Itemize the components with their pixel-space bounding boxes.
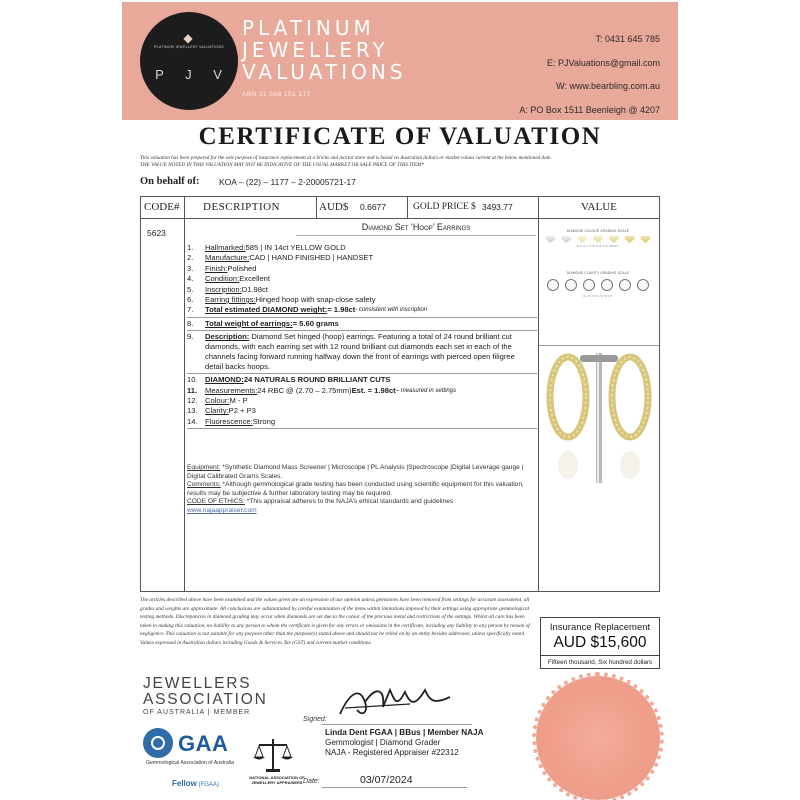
clarity-scale-title: DIAMOND CLARITY GRADING SCALE <box>566 271 630 275</box>
gem-row <box>545 236 651 243</box>
behalf-label: On behalf of: <box>140 176 200 187</box>
comments-note: Comments: *Although gemmological grade testing has been conducted using scientific equipment for this valuation, results may be subjective & further laboratory testing may be required. <box>187 481 524 497</box>
insurance-box <box>540 617 660 669</box>
header-value: VALUE <box>581 201 617 213</box>
disclaimer-text: The articles described above have been examined and the values given are an expression of our opinion unless gemstones have been removed from settings for accurate assessment, all grades and weights are approximate. All conclusions are substantiated by careful examination of the items within limitations imposed by their settings using appropriate gemmological testing methods. Discrepancies in diamond grading may occur when diamonds are set due to the colour of the precious metal and restrictions of the settings. Whilst all care has been taken in making this valuation, no liability to any person to whom the certificate is given for any errors or omissions in the certificate, including any liability to any person by reason of negligence. This valuation is not suitable for any purpose other than the purpose(s) stated above and should not be relied on by an entity besides addressee, unless specifically noted. Values expressed in Australian dollars including Goods & Services Tax (GST) and current market conditions. <box>140 597 530 646</box>
item-code: 5623 <box>147 228 166 238</box>
spec-row: 6. Earring fittings: Hinged hoop with snap-close safety <box>187 295 376 305</box>
header-gold-label: GOLD PRICE $ <box>413 202 476 212</box>
spec-row: 2. Manufacture: CAD | HAND FINISHED | HANDSET <box>187 253 374 263</box>
header-aud-label: AUD$ <box>319 201 349 213</box>
spec-row: 7. Total estimated DIAMOND weight: = 1.98ct - consistent with inscription <box>187 305 427 315</box>
spec-row: 13. Clarity: P2 + P3 <box>187 406 256 416</box>
clarity-diagram-icon <box>583 279 595 291</box>
logo-letters: P J V <box>155 67 231 82</box>
spec-row: 3. Finish: Polished <box>187 263 257 273</box>
gaa-logo-text: GAA <box>178 731 229 756</box>
spec-row: 5. Inscription: D1.98ct <box>187 284 268 294</box>
header-code: CODE# <box>144 201 180 213</box>
pjv-logo <box>140 12 238 110</box>
brand-name <box>242 17 462 83</box>
valuation-date: 03/07/2024 <box>360 774 413 786</box>
spec-list <box>187 243 537 430</box>
brand-line-2: JEWELLERY <box>242 38 389 62</box>
clarity-diagram-icon <box>601 279 613 291</box>
diamond-icon <box>561 236 572 243</box>
ethics-note: CODE OF ETHICS: *This appraisal adheres to the NAJA’s ethical standards and guidelines <box>187 498 454 506</box>
contact-website[interactable]: W: www.bearbling.com.au <box>556 81 660 91</box>
brand-line-3: VALUATIONS <box>242 60 407 84</box>
appraiser-details <box>325 728 495 758</box>
column-divider <box>316 197 317 218</box>
clarity-scale-labels: FL-IF VVS VS SI I/P <box>583 295 613 298</box>
signature-mark <box>335 682 455 722</box>
contact-details <box>519 28 660 122</box>
certificate-title: CERTIFICATE OF VALUATION <box>198 123 602 150</box>
behalf-reference: KOA – (22) – 1177 – 2-20005721-17 <box>219 177 356 187</box>
notes-block <box>187 464 537 516</box>
jewellers-association-logo <box>143 676 268 716</box>
contact-phone[interactable]: T: 0431 645 785 <box>595 34 660 44</box>
insurance-amount-words: Fifteen thousand, Six hundred dollars <box>541 655 659 666</box>
ja-line-3: OF AUSTRALIA | MEMBER <box>143 709 251 716</box>
table-header-row <box>141 197 659 219</box>
ja-line-2: ASSOCIATION <box>143 691 268 708</box>
diamond-icon <box>577 236 588 243</box>
appraiser-registration: NAJA - Registered Appraiser #22312 <box>325 748 459 757</box>
diamond-icon: ◆ <box>183 31 193 45</box>
colour-scale-title: DIAMOND COLOUR GRADING SCALE <box>566 229 630 233</box>
intro-line-1: This valuation has been prepared for the sole purpose of insurance replacement at a bricks and mortar store and is based on Australian dollars or market values current at the below mentioned date. <box>140 155 552 161</box>
brand-line-1: PLATINUM <box>242 16 375 40</box>
diamond-icon <box>608 236 619 243</box>
valuation-table <box>140 196 660 592</box>
seal-stamp <box>536 676 660 800</box>
header-description: DESCRIPTION <box>203 201 281 213</box>
scales-icon <box>253 735 293 775</box>
appraiser-name: Linda Dent FGAA | BBus | Member NAJA <box>325 728 484 737</box>
diamond-icon <box>624 236 635 243</box>
insurance-amount: AUD $15,600 <box>553 634 647 651</box>
header-aud-value: 0.6677 <box>360 202 386 212</box>
insurance-label: Insurance Replacement <box>549 622 651 633</box>
intro-line-2: THE VALUE NOTED IN THIS VALUATION MAY NOT BE INDICATIVE OF THE USUAL MARKET OR SALE PRICE OF THIS ITEM* <box>140 161 425 168</box>
spec-row: 12. Colour: M - P <box>187 396 248 406</box>
clarity-diagram-icon <box>565 279 577 291</box>
colour-scale-labels: D-F G-J K-M N-R S-Z FANCY <box>577 245 619 248</box>
logo-ring-text: PLATINUM JEWELLERY VALUATIONS <box>154 45 224 49</box>
spec-row: 14. Fluorescence: Strong <box>187 416 276 426</box>
signature-line <box>322 724 472 725</box>
ja-line-1: JEWELLERS <box>143 675 252 692</box>
divider <box>539 345 659 346</box>
column-divider <box>184 197 185 591</box>
column-divider <box>407 197 408 218</box>
contact-address: A: PO Box 1511 Beenleigh @ 4207 <box>519 104 660 115</box>
value-column <box>539 219 659 591</box>
appraiser-role: Gemmologist | Diamond Grader <box>325 738 441 747</box>
diamond-icon <box>640 236 651 243</box>
spec-row: 1. Hallmarked: 585 | IN 14ct YELLOW GOLD <box>187 243 346 252</box>
clarity-diagram-icon <box>547 279 559 291</box>
description-block: 9. Description: Diamond Set hinged (hoop) earrings. Featuring a total of 24 round brilliant cut diamonds, with each earring set with 12 round brilliant cut diamonds each set in each of the channels facing forward running halfway down the front of earrings with pierced open filigree detail backs hoops. <box>187 332 515 372</box>
contact-email[interactable]: E: PJValuations@gmail.com <box>546 57 660 68</box>
date-label: Date: <box>303 778 320 785</box>
intro-text <box>140 155 660 168</box>
clarity-circles <box>547 279 649 291</box>
colour-scale <box>543 229 653 248</box>
divider <box>187 317 537 318</box>
item-title: Diamond Set ‘Hoop’ Earrings <box>361 222 471 232</box>
gaa-subtitle: Gemmological Association of Australia <box>146 760 234 766</box>
divider <box>187 428 537 429</box>
clarity-diagram-icon <box>637 279 649 291</box>
diamond-icon <box>545 236 556 243</box>
spec-row: 11. Measurements: 24 RBC @ (2.70 – 2.75mm) Est. = 1.98ct – measured in settings <box>187 385 457 395</box>
clarity-scale <box>543 271 653 298</box>
gaa-fellow: Fellow (FGAA) <box>172 779 219 788</box>
earrings-photo <box>540 347 658 487</box>
divider <box>187 330 537 331</box>
abn-number: ABN 11 588 101 177 <box>242 91 311 98</box>
signed-label: Signed: <box>303 716 327 723</box>
header-gold-value: 3493.77 <box>482 202 513 212</box>
gaa-emblem-icon <box>143 728 173 758</box>
clarity-diagram-icon <box>619 279 631 291</box>
naja-link[interactable]: www.najaappraiser.com <box>187 506 257 514</box>
letterhead-band <box>122 2 678 120</box>
divider <box>187 373 537 374</box>
equipment-note: Equipment: *Synthetic Diamond Mass Screener | Microscope | PL Analysis |Spectroscope |Digital Leverage gauge | Digital Calibrated Grams Scales. <box>187 464 524 480</box>
divider <box>296 235 536 236</box>
spec-row: 4. Condition: Excellent <box>187 274 271 284</box>
spec-row: 10. DIAMOND: 24 NATURALS ROUND BRILLIANT CUTS <box>187 375 391 385</box>
spec-row: 8. Total weight of earrings: = 5.60 grams <box>187 318 339 328</box>
diamond-icon <box>592 236 603 243</box>
naja-subtitle: NATIONAL ASSOCIATION OF JEWELLERY APPRAISERS <box>249 775 305 785</box>
date-line <box>322 787 467 788</box>
